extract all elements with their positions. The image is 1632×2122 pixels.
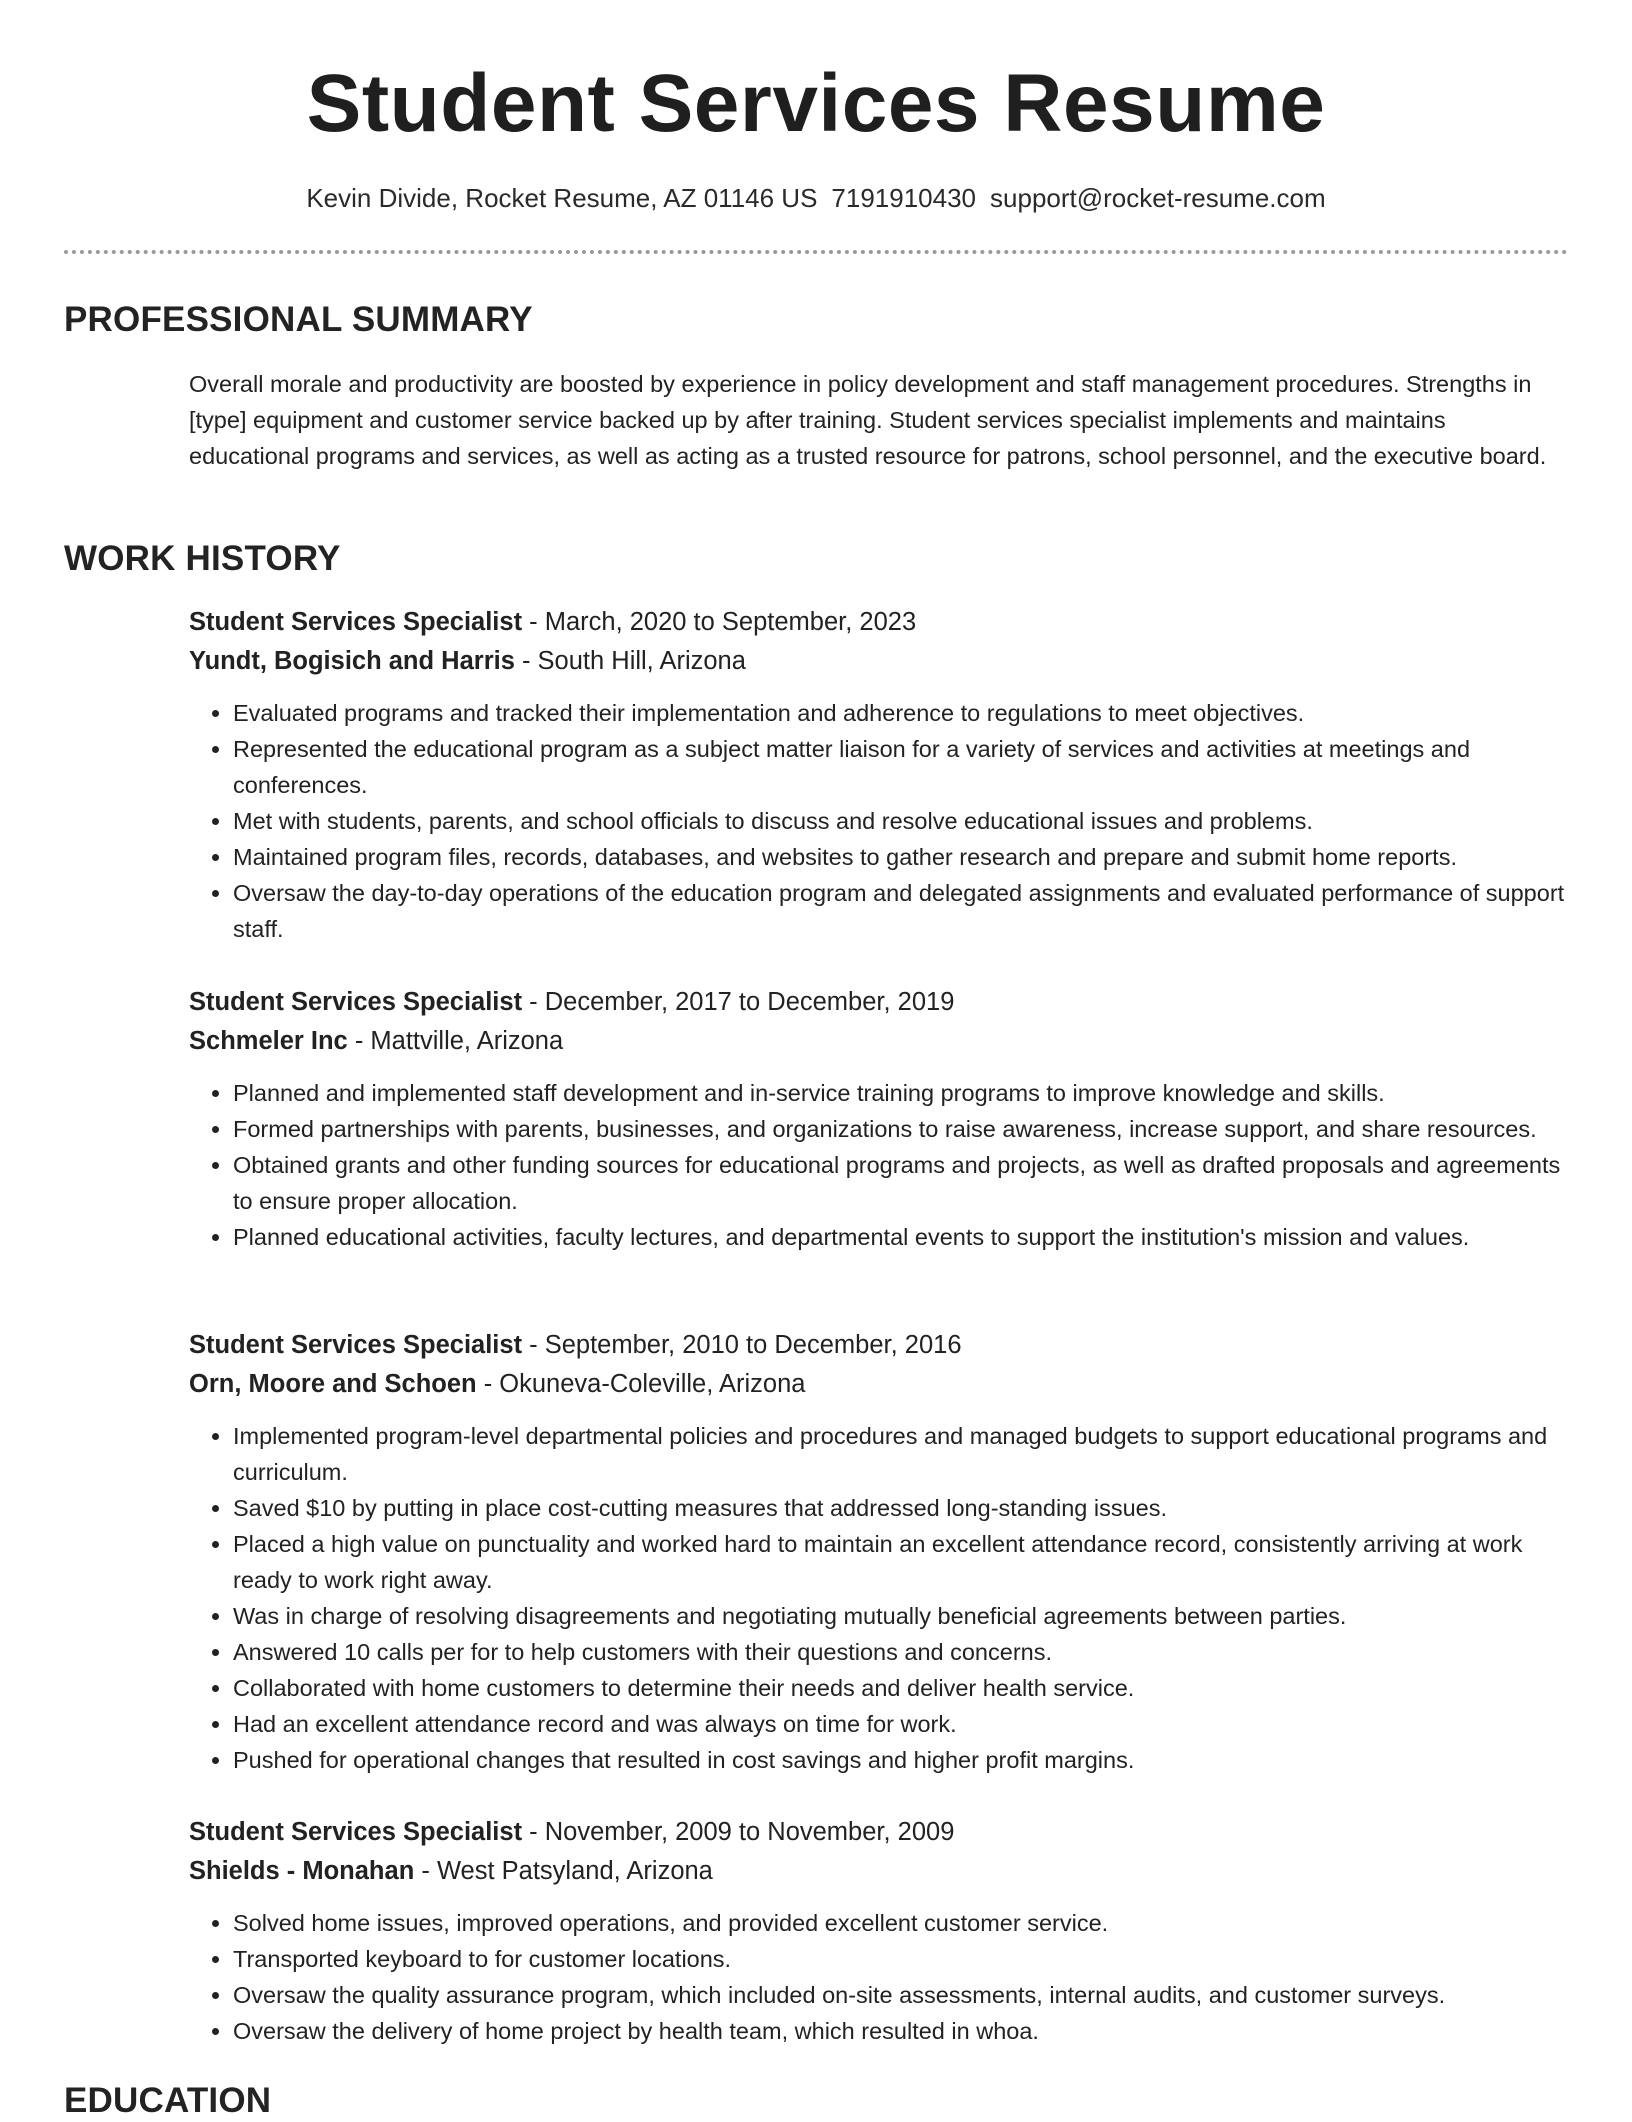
job-bullets: [189, 695, 1569, 947]
job-bullet: • Oversaw the delivery of home project by health team, which resulted in whoa.: [233, 2013, 1569, 2049]
job-company-line: [189, 1365, 1569, 1404]
job-location: - South Hill, Arizona: [514, 647, 746, 675]
job-location: - West Patsyland, Arizona: [414, 1857, 713, 1885]
summary-text: Overall morale and productivity are boosted by experience in policy development and staff management procedures. Strengths in [type] equipment and customer service backed up by after training. Student services specialist implements and maintains educational programs and services, as well as acting as a trusted resource for patrons, school personnel, and the executive board.: [189, 371, 1547, 469]
job-bullets: [189, 1075, 1569, 1255]
header-divider: [64, 250, 1568, 254]
job-entry: [189, 1813, 1569, 2049]
job-title: Student Services Specialist: [189, 608, 523, 636]
job-bullet: • Maintained program files, records, databases, and websites to gather research and prepare and submit home reports.: [233, 839, 1569, 875]
job-company-line: [189, 1852, 1569, 1891]
job-bullet: • Formed partnerships with parents, businesses, and organizations to raise awareness, increase support, and share resources.: [233, 1111, 1569, 1147]
job-bullet: • Represented the educational program as a subject matter liaison for a variety of services and activities at meetings and conferences.: [233, 731, 1569, 803]
job-bullet: • Oversaw the quality assurance program, which included on-site assessments, internal audits, and customer surveys.: [233, 1977, 1569, 2013]
job-title-line: [189, 1326, 1569, 1365]
contact-email: support@rocket-resume.com: [990, 183, 1326, 213]
job-bullet: • Planned educational activities, faculty lectures, and departmental events to support the institution's mission and values.: [233, 1219, 1569, 1255]
job-dates: - March, 2020 to September, 2023: [522, 608, 917, 636]
job-bullet: • Saved $10 by putting in place cost-cutting measures that addressed long-standing issues.: [233, 1490, 1569, 1526]
job-bullet: • Pushed for operational changes that resulted in cost savings and higher profit margins.: [233, 1742, 1569, 1778]
job-bullet: • Had an excellent attendance record and was always on time for work.: [233, 1706, 1569, 1742]
job-title-line: [189, 603, 1569, 642]
contact-line: [0, 180, 1632, 216]
job-bullet: • Solved home issues, improved operations, and provided excellent customer service.: [233, 1905, 1569, 1941]
job-bullets: [189, 1905, 1569, 2049]
job-bullet: • Was in charge of resolving disagreements and negotiating mutually beneficial agreements between parties.: [233, 1598, 1569, 1634]
job-title: Student Services Specialist: [189, 1331, 523, 1359]
job-bullet: • Evaluated programs and tracked their implementation and adherence to regulations to meet objectives.: [233, 695, 1569, 731]
job-title-line: [189, 983, 1569, 1022]
summary-heading: PROFESSIONAL SUMMARY: [64, 300, 533, 339]
job-title-line: [189, 1813, 1569, 1852]
resume-title: Student Services Resume: [306, 58, 1326, 149]
job-entry: [189, 603, 1569, 947]
contact-address: Kevin Divide, Rocket Resume, AZ 01146 US: [306, 183, 818, 213]
job-bullet: • Met with students, parents, and school officials to discuss and resolve educational issues and problems.: [233, 803, 1569, 839]
job-bullet: • Planned and implemented staff development and in-service training programs to improve knowledge and skills.: [233, 1075, 1569, 1111]
job-company: Yundt, Bogisich and Harris: [189, 647, 515, 675]
job-location: - Mattville, Arizona: [347, 1027, 564, 1055]
job-entry: [189, 983, 1569, 1255]
work-history-heading: WORK HISTORY: [64, 539, 341, 578]
job-company: Schmeler Inc: [189, 1027, 348, 1055]
job-location: - Okuneva-Coleville, Arizona: [476, 1370, 806, 1398]
job-bullet: • Placed a high value on punctuality and worked hard to maintain an excellent attendance record, consistently arriving at work ready to work right away.: [233, 1526, 1569, 1598]
job-company: Shields - Monahan: [189, 1857, 415, 1885]
job-bullet: • Transported keyboard to for customer locations.: [233, 1941, 1569, 1977]
job-bullet: • Oversaw the day-to-day operations of the education program and delegated assignments and evaluated performance of support staff.: [233, 875, 1569, 947]
contact-phone: 7191910430: [831, 183, 977, 213]
job-bullet: • Collaborated with home customers to determine their needs and deliver health service.: [233, 1670, 1569, 1706]
job-company: Orn, Moore and Schoen: [189, 1370, 477, 1398]
job-title: Student Services Specialist: [189, 988, 523, 1016]
job-bullet: • Obtained grants and other funding sources for educational programs and projects, as well as drafted proposals and agreements to ensure proper allocation.: [233, 1147, 1569, 1219]
job-entry: [189, 1326, 1569, 1778]
job-company-line: [189, 1022, 1569, 1061]
job-bullet: • Implemented program-level departmental policies and procedures and managed budgets to support educational programs and curriculum.: [233, 1418, 1569, 1490]
job-bullet: • Answered 10 calls per for to help customers with their questions and concerns.: [233, 1634, 1569, 1670]
job-title: Student Services Specialist: [189, 1818, 523, 1846]
job-dates: - December, 2017 to December, 2019: [522, 988, 955, 1016]
job-dates: - September, 2010 to December, 2016: [522, 1331, 962, 1359]
job-bullets: [189, 1418, 1569, 1778]
education-heading: EDUCATION: [64, 2081, 272, 2120]
job-company-line: [189, 642, 1569, 681]
job-dates: - November, 2009 to November, 2009: [522, 1818, 955, 1846]
